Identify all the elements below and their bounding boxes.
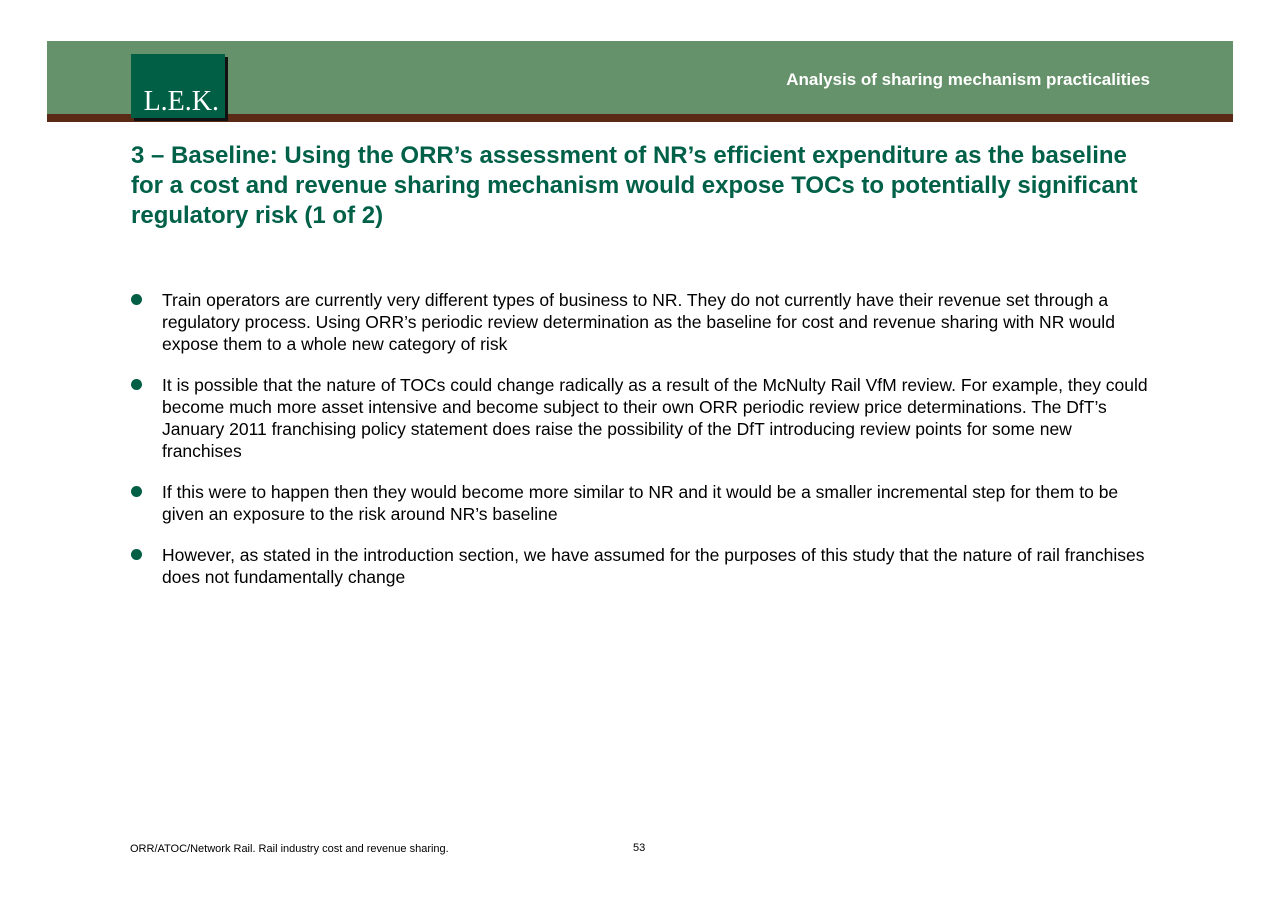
bullet-dot-icon	[131, 486, 142, 497]
page-number: 53	[633, 842, 646, 854]
bullet-text: If this were to happen then they would become more similar to NR and it would be a smaller incremental step for them to be given an exposure to the risk around NR’s baseline	[162, 482, 1119, 524]
bullet-dot-icon	[131, 294, 142, 305]
logo-text: L.E.K.	[143, 86, 219, 117]
bullet-item	[131, 289, 1151, 355]
bullet-text: It is possible that the nature of TOCs could change radically as a result of the McNulty Rail VfM review. For example, they could become much more asset intensive and become subject to their own ORR periodic review price determinations. The DfT’s January 2011 franchising policy statement does raise the possibility of the DfT introducing review points for some new franchises	[162, 375, 1148, 461]
bullet-item	[131, 544, 1151, 588]
bullet-text: However, as stated in the introduction section, we have assumed for the purposes of this study that the nature of rail franchises does not fundamentally change	[162, 545, 1145, 587]
header-title: Analysis of sharing mechanism practicalities	[786, 70, 1150, 89]
bullet-list	[131, 289, 1151, 607]
bullet-dot-icon	[131, 379, 142, 390]
page-title: 3 – Baseline: Using the ORR’s assessment of NR’s efficient expenditure as the baseline for a cost and revenue sharing mechanism would expose TOCs to potentially significant regulatory risk (1 of 2)	[131, 142, 1138, 229]
bullet-item	[131, 374, 1151, 462]
bullet-text: Train operators are currently very different types of business to NR. They do not currently have their revenue set through a regulatory process. Using ORR’s periodic review determination as the baseline for cost and revenue sharing with NR would expose them to a whole new category of risk	[162, 290, 1115, 354]
bullet-item	[131, 481, 1151, 525]
footer-source: ORR/ATOC/Network Rail. Rail industry cost and revenue sharing.	[130, 843, 449, 855]
bullet-dot-icon	[131, 549, 142, 560]
lek-logo	[131, 54, 225, 118]
